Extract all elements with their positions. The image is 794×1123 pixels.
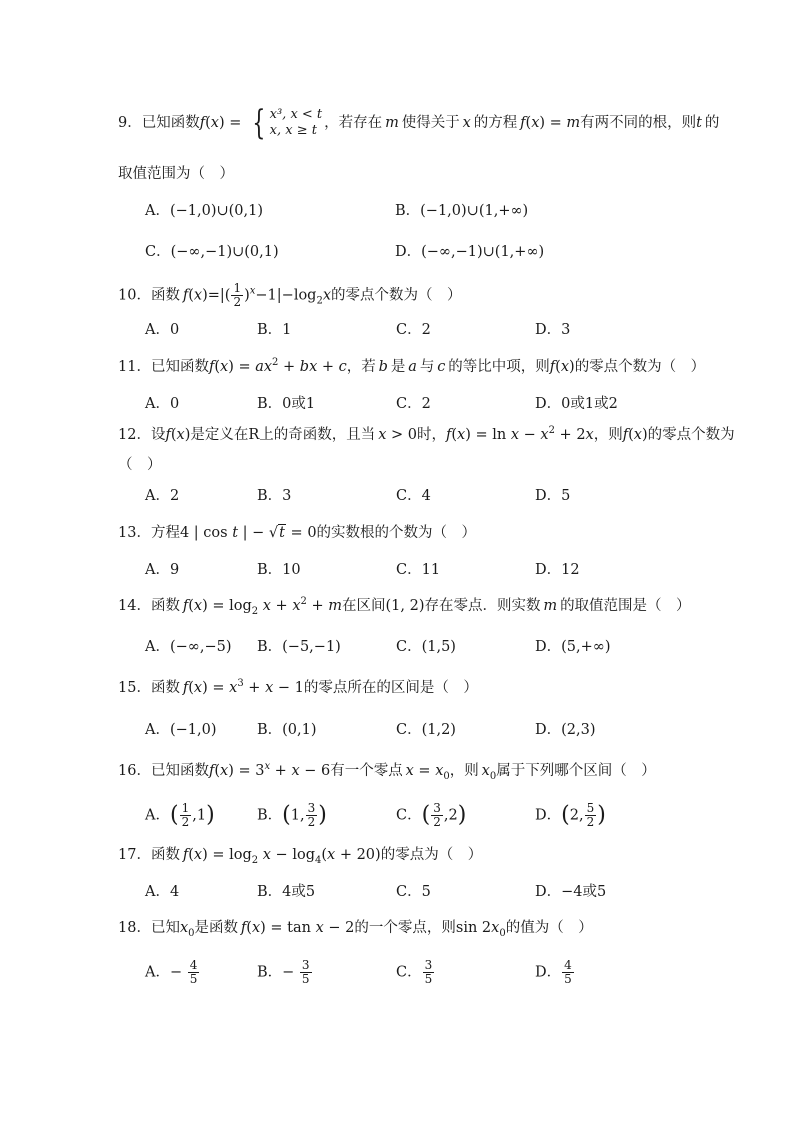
q10-option-c[interactable]: C．2	[396, 322, 431, 338]
q18-text-3: 的一个零点，则	[354, 920, 456, 936]
q9-text-5: 有两不同的根，则	[580, 115, 697, 131]
q16-text-4: 属于下列哪个区间（ ）	[496, 763, 656, 779]
q13-option-a[interactable]: A．9	[145, 562, 180, 578]
math-expression: f	[208, 359, 215, 375]
math-expression: 4 | cos t | − √t = 0	[179, 525, 317, 541]
q12-option-c[interactable]: C．4	[396, 488, 431, 504]
q14-text-2: 在区间	[342, 598, 386, 614]
q9-option-b[interactable]: B．(−1,0)∪(1,+∞)	[395, 203, 529, 219]
q10-text-1: 函数	[150, 287, 180, 304]
left-brace-icon: {	[252, 103, 266, 143]
fraction-one-half: $\frac{1}{2}$	[233, 281, 242, 309]
math-m: m	[385, 115, 399, 131]
q18-option-d[interactable]: D． $\frac{4}{5}$	[535, 958, 572, 986]
q9-case-1: x³, x < t	[269, 107, 323, 122]
q11-text-3: 是	[390, 359, 406, 375]
q16-option-a-label: A．	[145, 807, 170, 824]
q10-text-2: 的零点个数为（ ）	[331, 287, 462, 304]
q9-number: 9．	[118, 115, 142, 131]
q18-option-a[interactable]: A．− $\frac{4}{5}$	[145, 958, 198, 986]
q12-text-5: 的零点个数为	[647, 427, 735, 443]
q17-option-c[interactable]: C．5	[396, 884, 431, 900]
q18-option-b-label: B．	[257, 964, 283, 981]
q18-option-d-label: D．	[535, 964, 562, 981]
q16-option-b-label: B．	[257, 807, 283, 824]
q11-text-6: 的零点个数为（ ）	[574, 359, 706, 375]
q17-text-1: 函数	[150, 847, 180, 863]
q13-option-b[interactable]: B．10	[257, 562, 301, 578]
q16-text-3: ，则	[449, 763, 479, 779]
question-12-line-2: （ ）	[118, 457, 162, 473]
q10-number: 10．	[118, 287, 151, 304]
q18-text-2: 是函数	[194, 920, 239, 936]
q10-option-d[interactable]: D．3	[535, 322, 571, 338]
q9-option-d[interactable]: D．(−∞,−1)∪(1,+∞)	[395, 244, 545, 260]
q11-option-d[interactable]: D．0或1或2	[535, 396, 618, 412]
q15-number: 15．	[118, 680, 151, 696]
q16-option-c-label: C．	[396, 807, 422, 824]
q12-number: 12．	[118, 427, 151, 443]
math-equation: f	[520, 115, 526, 131]
q16-number: 16．	[118, 763, 151, 779]
q11-text-5: 的等比中项，则	[448, 359, 550, 375]
math-expression: f	[182, 287, 189, 304]
q16-option-d[interactable]: D．(2, $\frac{5}{2}$ )	[535, 801, 606, 829]
math-expression: f	[208, 763, 215, 779]
question-10: 10．函数 f(x)=|( $\frac{1}{2}$ )$^x-1|-\log_2x$的零点个数为（ ）	[118, 281, 462, 309]
q9-text-4: 的方程	[473, 115, 518, 131]
math-expression: f	[182, 847, 189, 863]
q11-option-c[interactable]: C．2	[396, 396, 431, 412]
q16-option-a[interactable]: A．( $\frac{1}{2}$ ,1)	[145, 801, 215, 829]
math-x: x	[462, 115, 471, 131]
question-16: 16．已知函数$f(x) = 3^x + x - 6$有一个零点 $x = x_0$，则 $x_0$属于下列哪个区间（ ）	[118, 761, 656, 782]
q9-text-2: ，若存在	[324, 115, 383, 131]
q18-option-b[interactable]: B．− $\frac{3}{5}$	[257, 958, 310, 986]
question-9: 9．已知函数f(x) = { x³, x < t x, x ≥ t ，若存在 m 使得关于 x 的方程 f(x) = m有两不同的根，则t 的	[118, 103, 720, 143]
q17-option-b[interactable]: B．4或5	[257, 884, 316, 900]
q13-number: 13．	[118, 525, 151, 541]
q13-text-2: 的实数根的个数为（ ）	[316, 525, 477, 541]
question-18: 18．已知$x_0$是函数 f(x) = tan x − 2的一个零点，则$\sin 2x_0$的值为（ ）	[118, 920, 593, 939]
math-expression: f	[182, 680, 189, 696]
q15-option-a[interactable]: A．(−1,0)	[145, 722, 217, 738]
q18-option-c-label: C．	[396, 964, 422, 981]
q16-option-c[interactable]: C．( $\frac{3}{2}$ ,2)	[396, 801, 467, 829]
q16-text-2: 有一个零点	[330, 763, 403, 779]
q15-option-d[interactable]: D．(2,3)	[535, 722, 596, 738]
q9-case-2: x, x ≥ t	[269, 123, 317, 138]
math-expression: f	[182, 598, 189, 614]
q17-option-a[interactable]: A．4	[145, 884, 180, 900]
q17-option-d[interactable]: D．−4或5	[535, 884, 607, 900]
q10-option-a[interactable]: A．0	[145, 322, 180, 338]
q11-option-a[interactable]: A．0	[145, 396, 180, 412]
q12-option-a[interactable]: A．2	[145, 488, 180, 504]
q9-option-c[interactable]: C．(−∞,−1)∪(0,1)	[145, 244, 279, 260]
question-17: 17．函数 $f(x) = \log_2 x - \log_4(x + 20)$的零点为（ ）	[118, 847, 483, 866]
q14-text-4: 的取值范围是（ ）	[560, 598, 691, 614]
q18-option-a-label: A．	[145, 964, 170, 981]
q14-text-1: 函数	[150, 598, 180, 614]
q17-number: 17．	[118, 847, 151, 863]
q12-text-4: ，则	[593, 427, 623, 443]
q10-option-b[interactable]: B．1	[257, 322, 292, 338]
math-expression: f	[445, 427, 452, 443]
q11-text-1: 已知函数	[150, 359, 209, 375]
q17-text-2: 的零点为（ ）	[380, 847, 483, 863]
q11-text-2: ，若	[346, 359, 376, 375]
q12-text-1: 设	[150, 427, 166, 443]
question-15: 15．函数 $f(x) = x^3 + x - 1$的零点所在的区间是（ ）	[118, 678, 478, 696]
question-12: 12．设f(x)是定义在R上的奇函数，且当 x > 0时，$f(x) = \ln x - x^2 + 2x$，则f(x)的零点个数为	[118, 425, 735, 443]
q18-text-1: 已知	[150, 920, 180, 936]
q12-text-3: 时，	[416, 427, 446, 443]
question-14: 14．函数 $f(x) = \log_2 x + x^2 + m$在区间(1, 2)存在零点．则实数 m 的取值范围是（ ）	[118, 596, 691, 617]
q18-text-4: 的值为（ ）	[505, 920, 593, 936]
math-fx: f	[199, 115, 206, 131]
question-9-line-2: 取值范围为（ ）	[118, 166, 234, 182]
q11-text-4: 与	[419, 359, 435, 375]
q13-option-c[interactable]: C．11	[396, 562, 441, 578]
math-expression: f	[240, 920, 247, 936]
piecewise-function	[248, 103, 323, 143]
q12-text-2: 是定义在R上的奇函数，且当	[190, 427, 376, 443]
q14-option-a[interactable]: A．(−∞,−5)	[145, 639, 232, 655]
q12-option-d[interactable]: D．5	[535, 488, 571, 504]
math-t: t	[696, 115, 702, 131]
q15-option-b[interactable]: B．(0,1)	[257, 722, 317, 738]
q18-number: 18．	[118, 920, 151, 936]
q11-number: 11．	[118, 359, 151, 375]
q16-text-1: 已知函数	[150, 763, 209, 779]
q14-option-b[interactable]: B．(−5,−1)	[257, 639, 341, 655]
question-11: 11．已知函数$f(x) = ax^2$ + bx + c，若 b 是 a 与 c 的等比中项，则f(x)的零点个数为（ ）	[118, 357, 706, 375]
question-13	[118, 522, 476, 544]
q9-text-3: 使得关于	[401, 115, 460, 131]
q9-text-6: 的	[704, 115, 720, 131]
q15-option-c[interactable]: C．(1,2)	[396, 722, 456, 738]
q14-number: 14．	[118, 598, 151, 614]
q9-option-a[interactable]: A．(−1,0)∪(0,1)	[145, 203, 264, 219]
q15-text-2: 的零点所在的区间是（ ）	[303, 680, 478, 696]
q15-text-1: 函数	[150, 680, 180, 696]
q14-option-d[interactable]: D．(5,+∞)	[535, 639, 611, 655]
q13-text-1: 方程	[150, 525, 180, 541]
q14-option-c[interactable]: C．(1,5)	[396, 639, 456, 655]
q11-option-b[interactable]: B．0或1	[257, 396, 316, 412]
q14-text-3: 存在零点．则实数	[424, 598, 541, 614]
q18-option-c[interactable]: C． $\frac{3}{5}$	[396, 958, 433, 986]
q12-option-b[interactable]: B．3	[257, 488, 292, 504]
q16-option-b[interactable]: B．(1, $\frac{3}{2}$ )	[257, 801, 327, 829]
q9-text-1: 已知函数	[141, 115, 200, 131]
q13-option-d[interactable]: D．12	[535, 562, 580, 578]
q16-option-d-label: D．	[535, 807, 562, 824]
